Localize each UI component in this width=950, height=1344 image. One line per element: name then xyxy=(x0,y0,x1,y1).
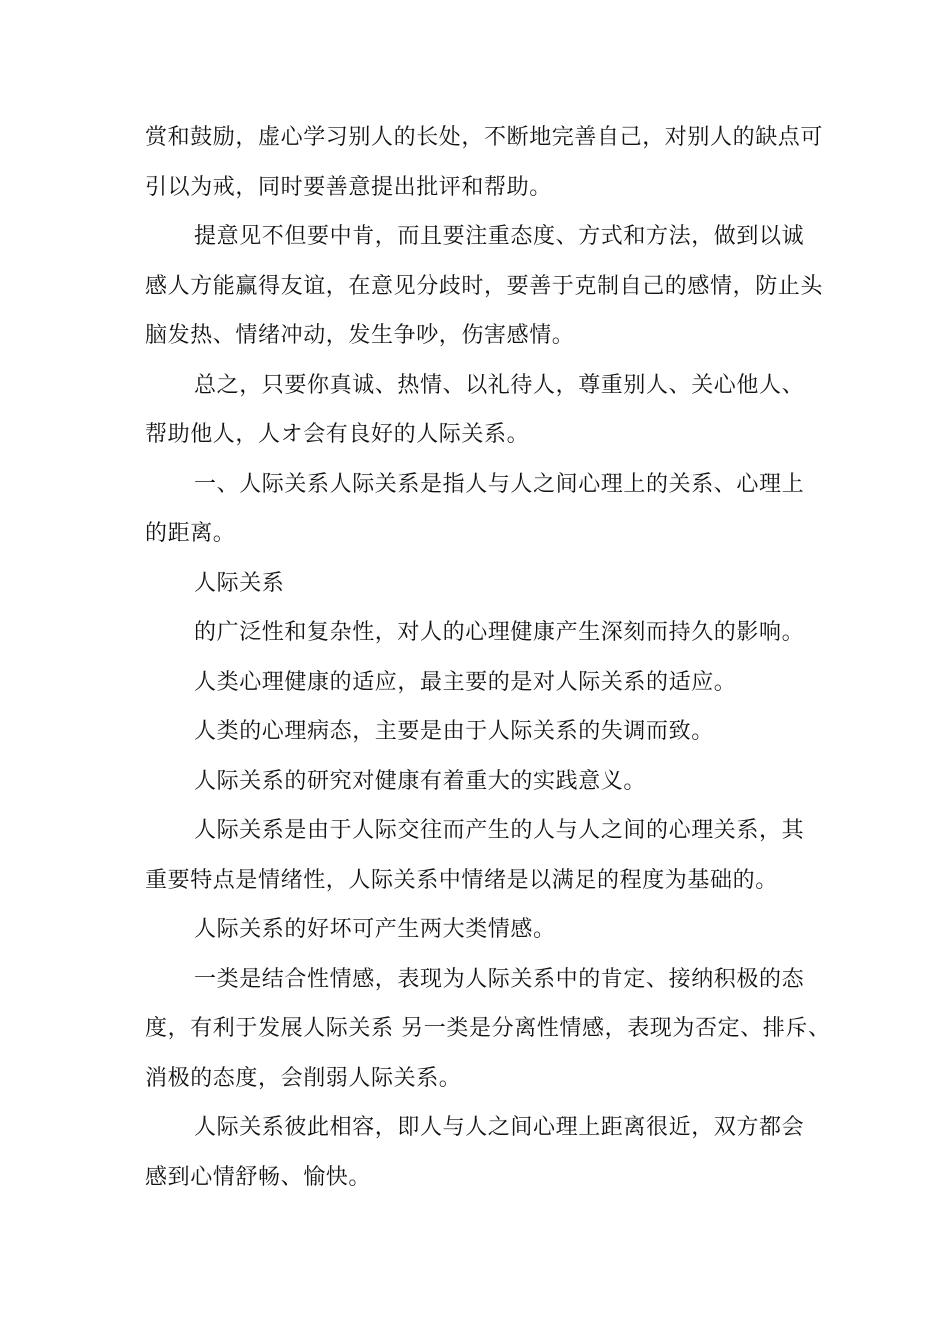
paragraph-start-line: 人际关系 xyxy=(194,570,285,596)
text-line: 度，有利于发展人际关系 另一类是分离性情感，表现为否定、排斥、 xyxy=(145,1016,831,1041)
text-line: 感到心情舒畅、愉快。 xyxy=(145,1164,372,1190)
paragraph-start-line: 的广泛性和复杂性，对人的心理健康产生深刻而持久的影响。 xyxy=(194,620,805,645)
text-line: 帮助他人，人オ会有良好的人际关系。 xyxy=(145,422,530,447)
paragraph-start-line: 提意见不但要中肯，而且要注重态度、方式和方法，做到以诚 xyxy=(194,224,805,249)
text-line: 脑发热、情绪冲动，发生争吵，伤害感情。 xyxy=(145,323,575,348)
paragraph-start-line: 人际关系的研究对健康有着重大的实践意义。 xyxy=(194,768,647,794)
text-line: 赏和鼓励，虚心学习别人的长处，不断地完善自己，对别人的缺点可 xyxy=(145,125,824,150)
text-line: 消极的态度，会削弱人际关系。 xyxy=(145,1065,462,1091)
paragraph-start-line: 人际关系彼此相容，即人与人之间心理上距离很近，双方都会 xyxy=(194,1115,805,1140)
paragraph-start-line: 总之，只要你真诚、热情、以礼待人，尊重别人、关心他人、 xyxy=(194,372,805,398)
paragraph-start-line: 人际关系是由于人际交往而产生的人与人之间的心理关系，其 xyxy=(194,818,805,843)
paragraph-start-line: 人类心理健康的适应，最主要的是对人际关系的适应。 xyxy=(194,669,737,695)
paragraph-start-line: 一类是结合性情感，表现为人际关系中的肯定、接纳积极的态 xyxy=(194,966,805,992)
document-body xyxy=(145,113,831,1202)
text-line: 引以为戒，同时要善意提出批评和帮助。 xyxy=(145,174,552,200)
text-line: 感人方能赢得友谊，在意见分歧时，要善于克制自己的感情，防止头 xyxy=(145,273,824,299)
paragraph-start-line: 人类的心理病态，主要是由于人际关系的失调而致。 xyxy=(194,719,714,744)
paragraph-start-line: 一、人际关系人际关系是指人与人之间心理上的关系、心理上 xyxy=(194,471,805,497)
text-line: 的距离。 xyxy=(145,521,236,546)
paragraph-start-line: 人际关系的好坏可产生两大类情感。 xyxy=(194,917,556,942)
text-line: 重要特点是情绪性，人际关系中情绪是以满足的程度为基础的。 xyxy=(145,867,778,893)
